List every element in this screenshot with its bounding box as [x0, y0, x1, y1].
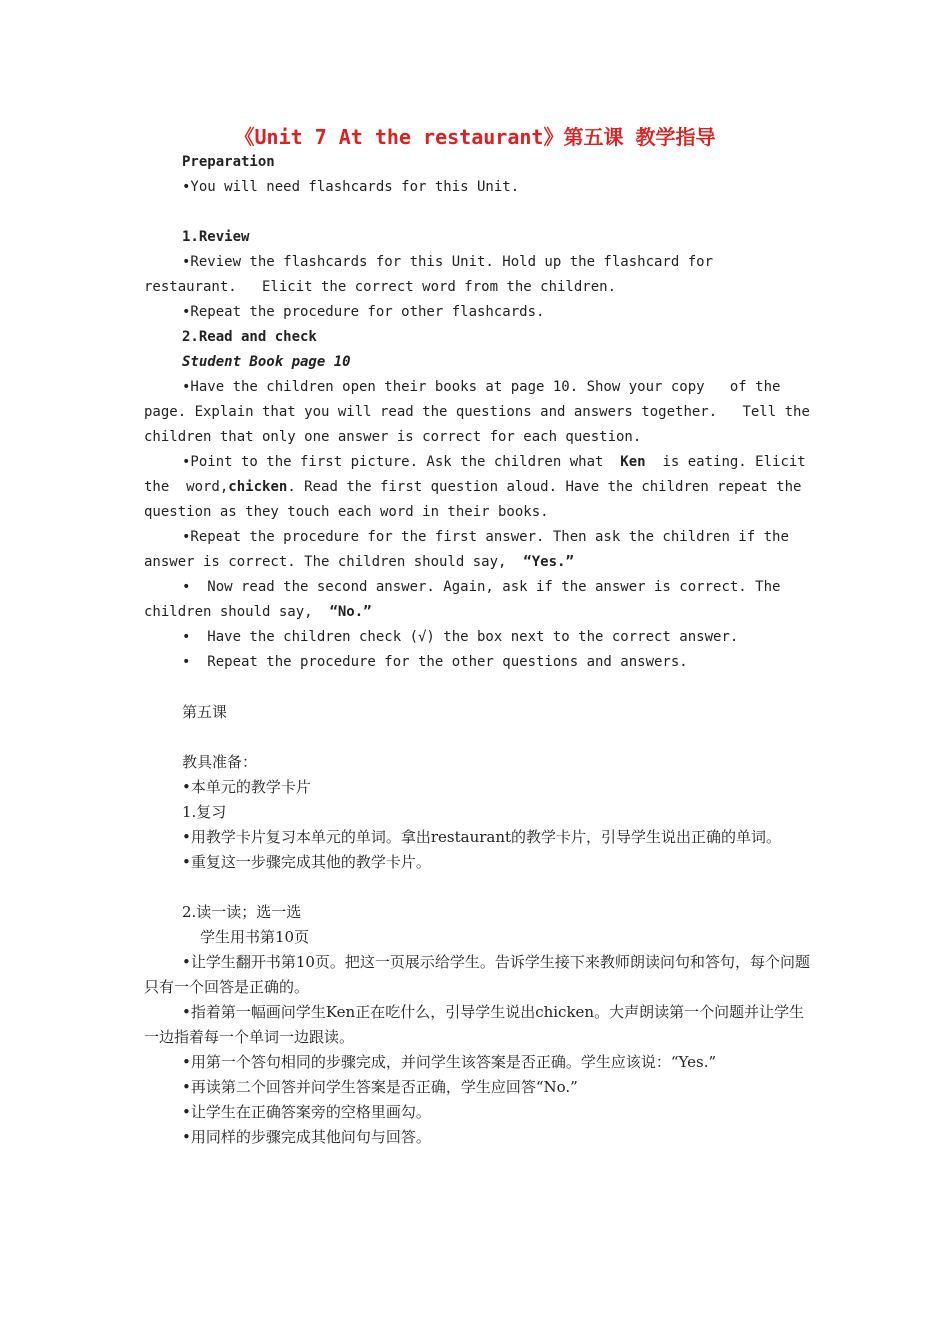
preparation-item: •You will need flashcards for this Unit.	[182, 179, 520, 195]
read-check-heading: 2.Read and check	[182, 329, 317, 345]
cn-review-item-1: •用教学卡片复习本单元的单词。拿出restaurant的教学卡片，引导学生说出正确的单词。	[182, 828, 782, 846]
cn-read-item-6: •用同样的步骤完成其他问句与回答。	[182, 1128, 431, 1146]
cn-review-item-2: •重复这一步骤完成其他的教学卡片。	[182, 853, 431, 871]
cn-read-item-1: •让学生翻开书第10页。把这一页展示给学生。告诉学生接下来教师朗读问句和答句，每个问题只有一个回答是正确的。	[144, 953, 810, 996]
read-item-5: • Have the children check (√) the box next to the correct answer.	[182, 629, 739, 645]
read-item-1: •Have the children open their books at page 10. Show your copy of the page. Explain that you will read the questions and answers together. Tell the children that only one answer is correct for each question.	[144, 379, 819, 445]
read-item-3	[144, 525, 812, 575]
cn-read-item-5: •让学生在正确答案旁的空格里画勾。	[182, 1103, 431, 1121]
review-item-1: •Review the flashcards for this Unit. Hold up the flashcard for restaurant. Elicit the correct word from the children.	[144, 254, 722, 295]
cn-lesson-heading: 第五课	[182, 703, 228, 721]
page-title: 《Unit 7 At the restaurant》第五课 教学指导	[234, 125, 716, 149]
read-item-6: • Repeat the procedure for the other questions and answers.	[182, 654, 688, 670]
cn-read-check-heading: 2.读一读；选一选	[182, 903, 302, 921]
book-page-reference: Student Book page 10	[182, 354, 351, 370]
review-heading: 1.Review	[182, 229, 250, 245]
read-item-2-part-b: is eating. Elicit the word,	[144, 454, 815, 495]
read-item-2-part-c: . Read the first question aloud. Have the children repeat the question as they touch each word in their books.	[144, 479, 827, 520]
cn-read-item-3: •用第一个答句相同的步骤完成，并问学生该答案是否正确。学生应该说：“Yes.”	[182, 1053, 717, 1071]
cn-review-heading: 1.复习	[182, 803, 227, 821]
answer-no: “No.”	[329, 604, 372, 620]
keyword-ken: Ken	[620, 454, 646, 470]
cn-preparation-heading: 教具准备：	[182, 753, 258, 771]
document-body	[144, 150, 827, 1150]
read-item-2	[144, 450, 827, 525]
cn-preparation-item: •本单元的教学卡片	[182, 778, 311, 796]
read-item-2-part-a: •Point to the first picture. Ask the children what	[182, 454, 621, 470]
cn-book-page-reference: 学生用书第10页	[200, 928, 310, 946]
read-item-4-text: • Now read the second answer. Again, ask if the answer is correct. The children should say,	[144, 579, 789, 620]
preparation-heading: Preparation	[182, 154, 275, 170]
read-item-3-text: •Repeat the procedure for the first answer. Then ask the children if the answer is correct. The children should say,	[144, 529, 798, 570]
review-item-2: •Repeat the procedure for other flashcards.	[182, 304, 545, 320]
answer-yes: “Yes.”	[523, 554, 574, 570]
read-item-4	[144, 575, 812, 625]
keyword-chicken: chicken	[228, 479, 288, 495]
cn-read-item-2: •指着第一幅画问学生Ken正在吃什么，引导学生说出chicken。大声朗读第一个问题并让学生一边指着每一个单词一边跟读。	[144, 1003, 805, 1046]
cn-read-item-4: •再读第二个回答并问学生答案是否正确，学生应回答“No.”	[182, 1078, 578, 1096]
